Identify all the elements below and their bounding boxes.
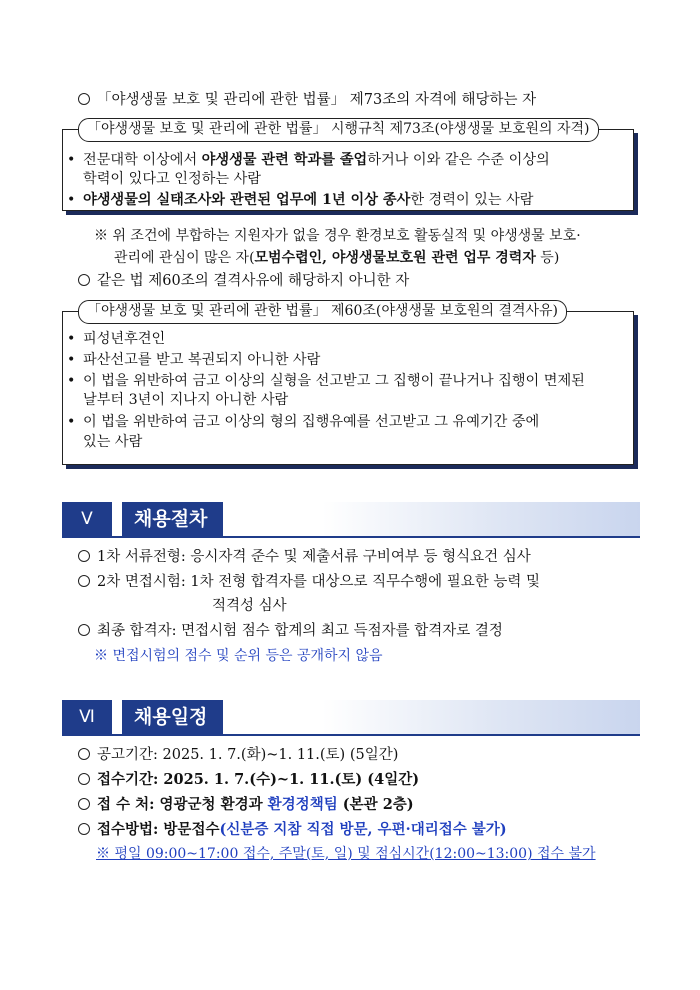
section-title: 채용일정: [122, 700, 223, 734]
schedule-item-reception: 접수기간: 2025. 1. 7.(수)~1. 11.(토) (4일간): [78, 770, 419, 790]
regulation-73-title: 「야생생물 보호 및 관리에 관한 법률」 시행규칙 제73조(야생생물 보호원의 자격): [78, 118, 599, 142]
circle-bullet-icon: [78, 748, 90, 760]
regulation-60-title: 「야생생물 보호 및 관리에 관한 법률」 제60조(야생생물 보호원의 결격사유): [78, 300, 567, 324]
schedule-item-method: 접수방법: 방문접수(신분증 지참 직접 방문, 우편·대리접수 불가): [78, 820, 507, 840]
section-divider: [62, 734, 640, 736]
section-title: 채용절차: [122, 502, 223, 536]
regulation-60-box: • 피성년후견인 • 파산선고를 받고 복권되지 아니한 사람 • 이 법을 위반하여 금고 이상의 실형을 선고받고 그 집행이 끝나거나 집행이 면제된 날부터 3년이 지나지 아니한 사람 • 이 법을 위반하여 금고 이상의 형의 집행유예를 선고받고 그 유예기간 중에 있는 사람: [62, 311, 634, 465]
schedule-item-period: 공고기간: 2025. 1. 7.(화)~1. 11.(토) (5일간): [78, 745, 398, 765]
circle-bullet-icon: [78, 798, 90, 810]
circle-bullet-icon: [78, 575, 90, 587]
procedure-item-3: 최종 합격자: 면접시험 점수 합계의 최고 득점자를 합격자로 결정: [78, 621, 503, 641]
circle-bullet-icon: [78, 624, 90, 636]
section-divider: [62, 536, 640, 538]
regulation-73-box: • 전문대학 이상에서 야생생물 관련 학과를 졸업하거나 이와 같은 수준 이상의 학력이 있다고 인정하는 사람 • 야생생물의 실태조사와 관련된 업무에 1년 이상 종사한 경력이 있는 사람: [62, 129, 634, 211]
circle-bullet-icon: [78, 773, 90, 785]
circle-bullet-icon: [78, 550, 90, 562]
procedure-item-2: 2차 면접시험: 1차 전형 합격자를 대상으로 직무수행에 필요한 능력 및: [78, 572, 540, 592]
circle-bullet-icon: [78, 823, 90, 835]
qualification-note: ※ 위 조건에 부합하는 지원자가 없을 경우 환경보호 활동실적 및 야생생물 보호·: [94, 228, 581, 244]
procedure-item-2-line2: 적격성 심사: [212, 598, 287, 614]
qualification-item-73: 「야생생물 보호 및 관리에 관한 법률」 제73조의 자격에 해당하는 자: [78, 90, 536, 110]
circle-bullet-icon: [78, 274, 90, 286]
section-number: Ⅴ: [62, 502, 112, 536]
section-number: Ⅵ: [62, 700, 112, 734]
schedule-item-place: 접 수 처: 영광군청 환경과 환경정책팀 (본관 2층): [78, 795, 414, 815]
section-header-schedule: [62, 700, 640, 734]
schedule-note: ※ 평일 09:00~17:00 접수, 주말(토, 일) 및 점심시간(12:00~13:00) 접수 불가: [96, 846, 596, 862]
qualification-note-line2: 관리에 관심이 많은 자(모범수렵인, 야생생물보호원 관련 업무 경력자 등): [114, 250, 560, 266]
qualification-item-60: 같은 법 제60조의 결격사유에 해당하지 아니한 자: [78, 271, 409, 291]
procedure-note: ※ 면접시험의 점수 및 순위 등은 공개하지 않음: [94, 648, 383, 664]
section-header-procedure: [62, 502, 640, 536]
circle-bullet-icon: [78, 93, 90, 105]
procedure-item-1: 1차 서류전형: 응시자격 준수 및 제출서류 구비여부 등 형식요건 심사: [78, 547, 531, 567]
